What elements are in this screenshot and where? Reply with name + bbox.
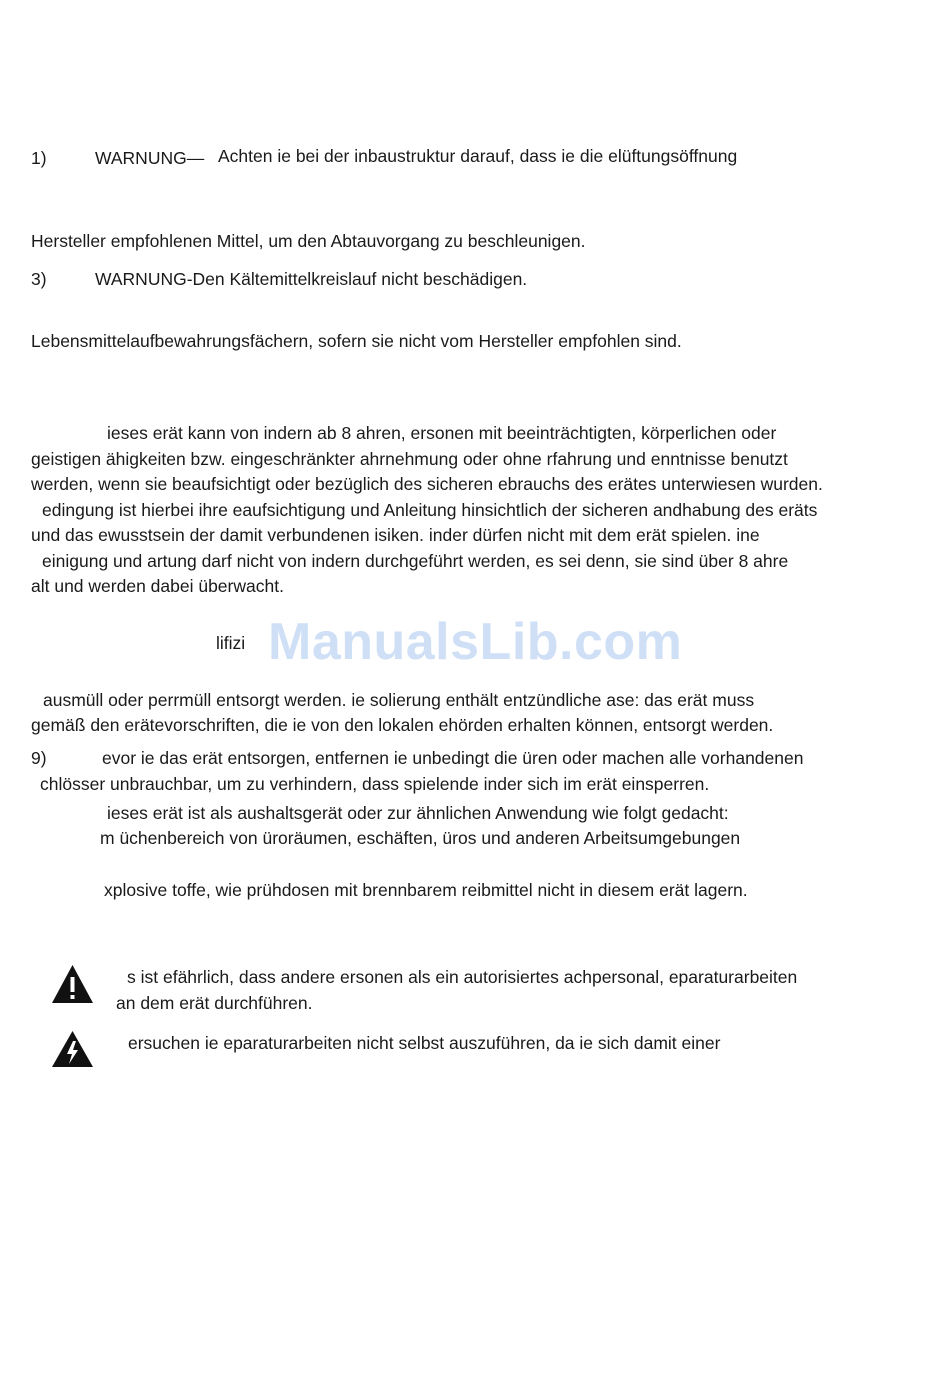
item1-warning-label: WARNUNG— [95, 148, 205, 168]
warning2-line-1: ersuchen ie eparaturarbeiten nicht selbst auszuführen, da ie sich damit einer [128, 1033, 721, 1053]
household-line-2: m üchenbereich von üroräumen, eschäften, üros und anderen Arbeitsumgebungen [100, 828, 741, 848]
disposal-line-1: ausmüll oder perrmüll entsorgt werden. ie solierung enthält entzündliche ase: das erät muss [43, 690, 755, 710]
item1-number: 1) [31, 148, 47, 168]
household-line-1: ieses erät ist als aushaltsgerät oder zur ähnlichen Anwendung wie folgt gedacht: [107, 803, 729, 823]
children-para-line-1: ieses erät kann von indern ab 8 ahren, ersonen mit beeinträchtigten, körperlichen oder [107, 423, 777, 443]
item9-line-2: chlösser unbrauchbar, um zu verhindern, dass spielende inder sich im erät einsperren. [40, 774, 710, 794]
watermark: ManualsLib.com [268, 613, 683, 671]
explosive-line: xplosive toffe, wie prühdosen mit brennbarem reibmittel nicht in diesem erät lagern. [104, 880, 748, 900]
children-para-line-3: werden, wenn sie beaufsichtigt oder bezüglich des sicheren ebrauchs des erätes unterwiesen wurden. [31, 474, 823, 494]
children-para-line-6: einigung und artung darf nicht von indern durchgeführt werden, es sei denn, sie sind über 8 ahre [42, 551, 789, 571]
children-para-line-5: und das ewusstsein der damit verbundenen isiken. inder dürfen nicht mit dem erät spielen. ine [31, 525, 760, 545]
warning1-line-1: s ist efährlich, dass andere ersonen als ein autorisiertes achpersonal, eparaturarbeiten [127, 967, 798, 987]
item3-text: WARNUNG-Den Kältemittelkreislauf nicht beschädigen. [95, 269, 528, 289]
disposal-line-2: gemäß den erätevorschriften, die ie von den lokalen ehörden erhalten können, entsorgt werden. [31, 715, 774, 735]
abtau-line: Hersteller empfohlenen Mittel, um den Abtauvorgang zu beschleunigen. [31, 231, 586, 251]
item9-line-1: evor ie das erät entsorgen, entfernen ie unbedingt die üren oder machen alle vorhandenen [102, 748, 804, 768]
warning1-line-2: an dem erät durchführen. [116, 993, 313, 1013]
children-para-line-2: geistigen ähigkeiten bzw. eingeschränkter ahrnehmung oder ohne rfahrung und enntnisse benutzt [31, 449, 788, 469]
electric-hazard-icon [51, 1030, 94, 1068]
lebensmittel-line: Lebensmittelaufbewahrungsfächern, sofern sie nicht vom Hersteller empfohlen sind. [31, 331, 682, 351]
item3-number: 3) [31, 269, 47, 289]
item1-text: Achten ie bei der inbaustruktur darauf, dass ie die elüftungsöffnung [218, 146, 738, 166]
children-para-line-7: alt und werden dabei überwacht. [31, 576, 284, 596]
item9-number: 9) [31, 748, 47, 768]
warning-triangle-icon [51, 964, 94, 1004]
children-para-line-4: edingung ist hierbei ihre eaufsichtigung und Anleitung hinsichtlich der sicheren andhabung des eräts [42, 500, 818, 520]
fragment-text: lifizi [216, 633, 246, 653]
